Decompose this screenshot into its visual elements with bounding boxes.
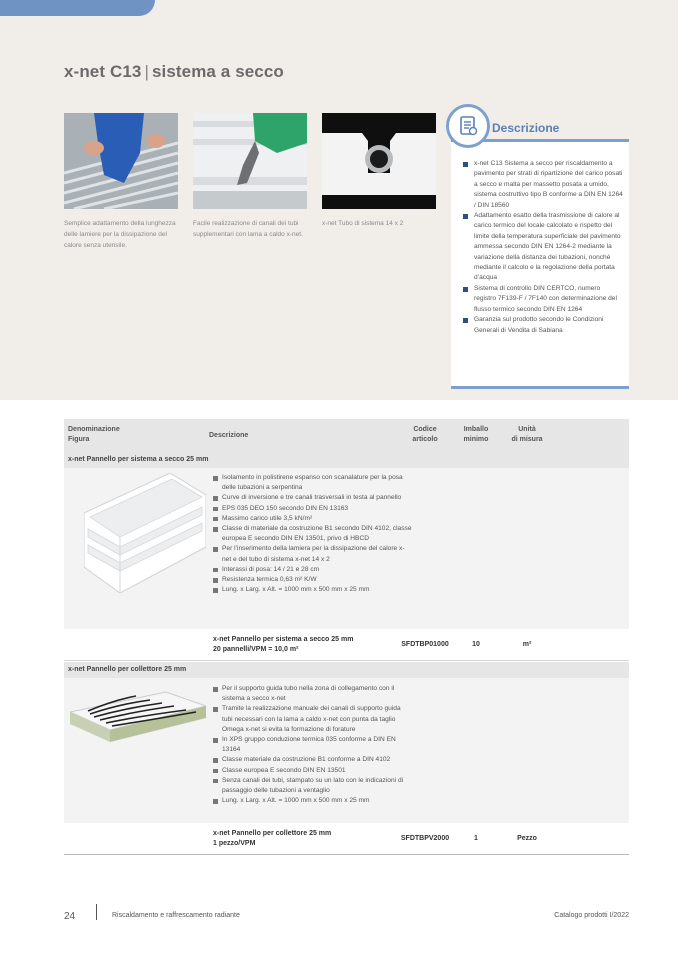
bullet-item: Massimo carico utile 3,5 kN/m² — [213, 514, 413, 524]
corner-tab — [0, 0, 155, 16]
description-item: Adattamento esatto della trasmissione di calore al carico termico del locale calcolato e rispetto del limite della temperatura superficiale del pavimento ammessa secondo DIN EN 1264-2 mediante la variazione della distanza dei tubazioni, nonché mediante il calcolo e la regolazione della portata d’acqua — [463, 211, 623, 284]
header-description: Descrizione — [209, 432, 249, 439]
header-name-line1: Denominazione — [68, 426, 120, 433]
bullet-item: Senza canali dei tubi, stampato su un lato con le indicazioni di passaggio delle tubazioni a ventaglio — [213, 776, 413, 796]
header-pack-line2: minimo — [463, 436, 489, 443]
footer-section-title: Riscaldamento e raffrescamento radiante — [112, 912, 240, 919]
document-icon — [446, 104, 490, 148]
order-name-line2: 20 pannelli/VPM = 10,0 m² — [213, 646, 299, 653]
bullet-item: Per l’inserimento della lamiera per la dissipazione del calore x-net e del tubo di sistema x-net 14 x 2 — [213, 544, 413, 564]
header-unit-line1: Unità — [518, 426, 536, 433]
bullet-item: Interassi di posa: 14 / 21 e 28 cm — [213, 565, 413, 575]
bullet-item: Classe di materiale da costruzione B1 secondo DIN 4102, classe europea E secondo DIN EN 13501, privo di HBCD — [213, 524, 413, 544]
header-pack — [451, 425, 501, 445]
header-unit — [502, 425, 552, 445]
description-list — [463, 159, 623, 336]
title-separator: | — [144, 62, 149, 81]
order-pack: 10 — [472, 641, 480, 648]
description-item: Garanzia sul prodotto secondo le Condizioni Generali di Vendita di Sabiana — [463, 315, 623, 336]
order-name-line1: x-net Pannello per sistema a secco 25 mm — [213, 636, 354, 643]
section-bullets — [213, 684, 413, 806]
order-pack: 1 — [474, 835, 478, 842]
order-code: SFDTBP01000 — [401, 641, 449, 648]
bullet-item: Per il supporto guida tubo nella zona di collegamento con il sistema a secco x-net — [213, 684, 413, 704]
bullet-item: Lung. x Larg. x Alt. = 1000 mm x 500 mm x 25 mm — [213, 585, 413, 595]
order-name-line1: x-net Pannello per collettore 25 mm — [213, 830, 332, 837]
order-row — [64, 629, 629, 661]
header-name — [68, 425, 120, 445]
bullet-item: Isolamento in polistirene espanso con scanalature per la posa delle tubazioni a serpentina — [213, 473, 413, 493]
bullet-item: Tramite la realizzazione manuale dei canali di supporto guida tubi necessari con la lama a caldo x-net con punta da taglio Omega x-net si evita la formazione di forature — [213, 704, 413, 735]
photo-caption-3: x-net Tubo di sistema 14 x 2 — [322, 220, 404, 227]
bullet-item: Classe europea E secondo DIN EN 13501 — [213, 766, 413, 776]
description-title: Descrizione — [492, 121, 560, 135]
section-bullets — [213, 473, 413, 595]
description-item: Sistema di controllo DIN CERTCO, numero registro 7F139-F / 7F140 con determinazione del flusso termico secondo DIN EN 1264 — [463, 284, 623, 315]
description-item: x-net C13 Sistema a secco per riscaldamento a pavimento per strati di ripartizione del carico posati a secco e malta per massetto posata a umido, sistema costruttivo tipo B conforme a DIN EN 1264 / DIN 18560 — [463, 159, 623, 211]
bullet-item: Classe materiale da costruzione B1 conforme a DIN 4102 — [213, 755, 413, 765]
title-bold: sistema a secco — [151, 62, 284, 81]
bullet-item: In XPS gruppo conduzione termica 035 conforme a DIN EN 13164 — [213, 735, 413, 755]
header-code-line1: Codice — [413, 426, 437, 433]
order-name — [213, 635, 353, 655]
header-unit-line2: di misura — [511, 436, 543, 443]
title-light: x-net C13 — [64, 62, 142, 81]
product-image-dry-panel — [84, 473, 206, 593]
bullet-item: Curve di inversione e tre canali trasversali in testa al pannello — [213, 493, 413, 503]
order-unit: m² — [522, 641, 532, 648]
page-title — [64, 62, 284, 82]
page-number: 24 — [64, 911, 76, 922]
bullet-item: EPS 035 DEO 150 secondo DIN EN 13163 — [213, 504, 413, 514]
footer-divider — [96, 904, 97, 920]
section-title: x-net Pannello per sistema a secco 25 mm — [64, 452, 629, 468]
section-title: x-net Pannello per collettore 25 mm — [64, 662, 629, 678]
photo-caption-2: Facile realizzazione di canali dei tubi supplementari con lama a caldo x-net. — [193, 220, 303, 238]
footer-catalog-title: Catalogo prodotti I/2022 — [554, 912, 629, 919]
photo-hands-adjusting-plates — [64, 113, 178, 209]
order-name-line2: 1 pezzo/VPM — [213, 840, 256, 847]
photo-cutting-tool — [193, 113, 307, 209]
header-pack-line1: Imballo — [463, 426, 489, 433]
header-code-line2: articolo — [412, 436, 438, 443]
photo-caption-1: Semplice adattamento della lunghezza delle lamiere per la dissipazione del calore senza utensile. — [64, 220, 176, 249]
photo-system-pipe — [322, 113, 436, 209]
order-name — [213, 829, 331, 849]
order-row — [64, 823, 629, 855]
order-unit: Pezzo — [517, 835, 537, 842]
header-code — [400, 425, 450, 445]
header-name-line2: Figura — [68, 436, 90, 443]
bullet-item: Lung. x Larg. x Alt. = 1000 mm x 500 mm x 25 mm — [213, 796, 413, 806]
bullet-item: Resistenza termica 0,63 m² K/W — [213, 575, 413, 585]
product-image-manifold-panel — [70, 690, 206, 748]
table-header — [64, 419, 629, 452]
order-code: SFDTBPV2000 — [400, 835, 450, 842]
